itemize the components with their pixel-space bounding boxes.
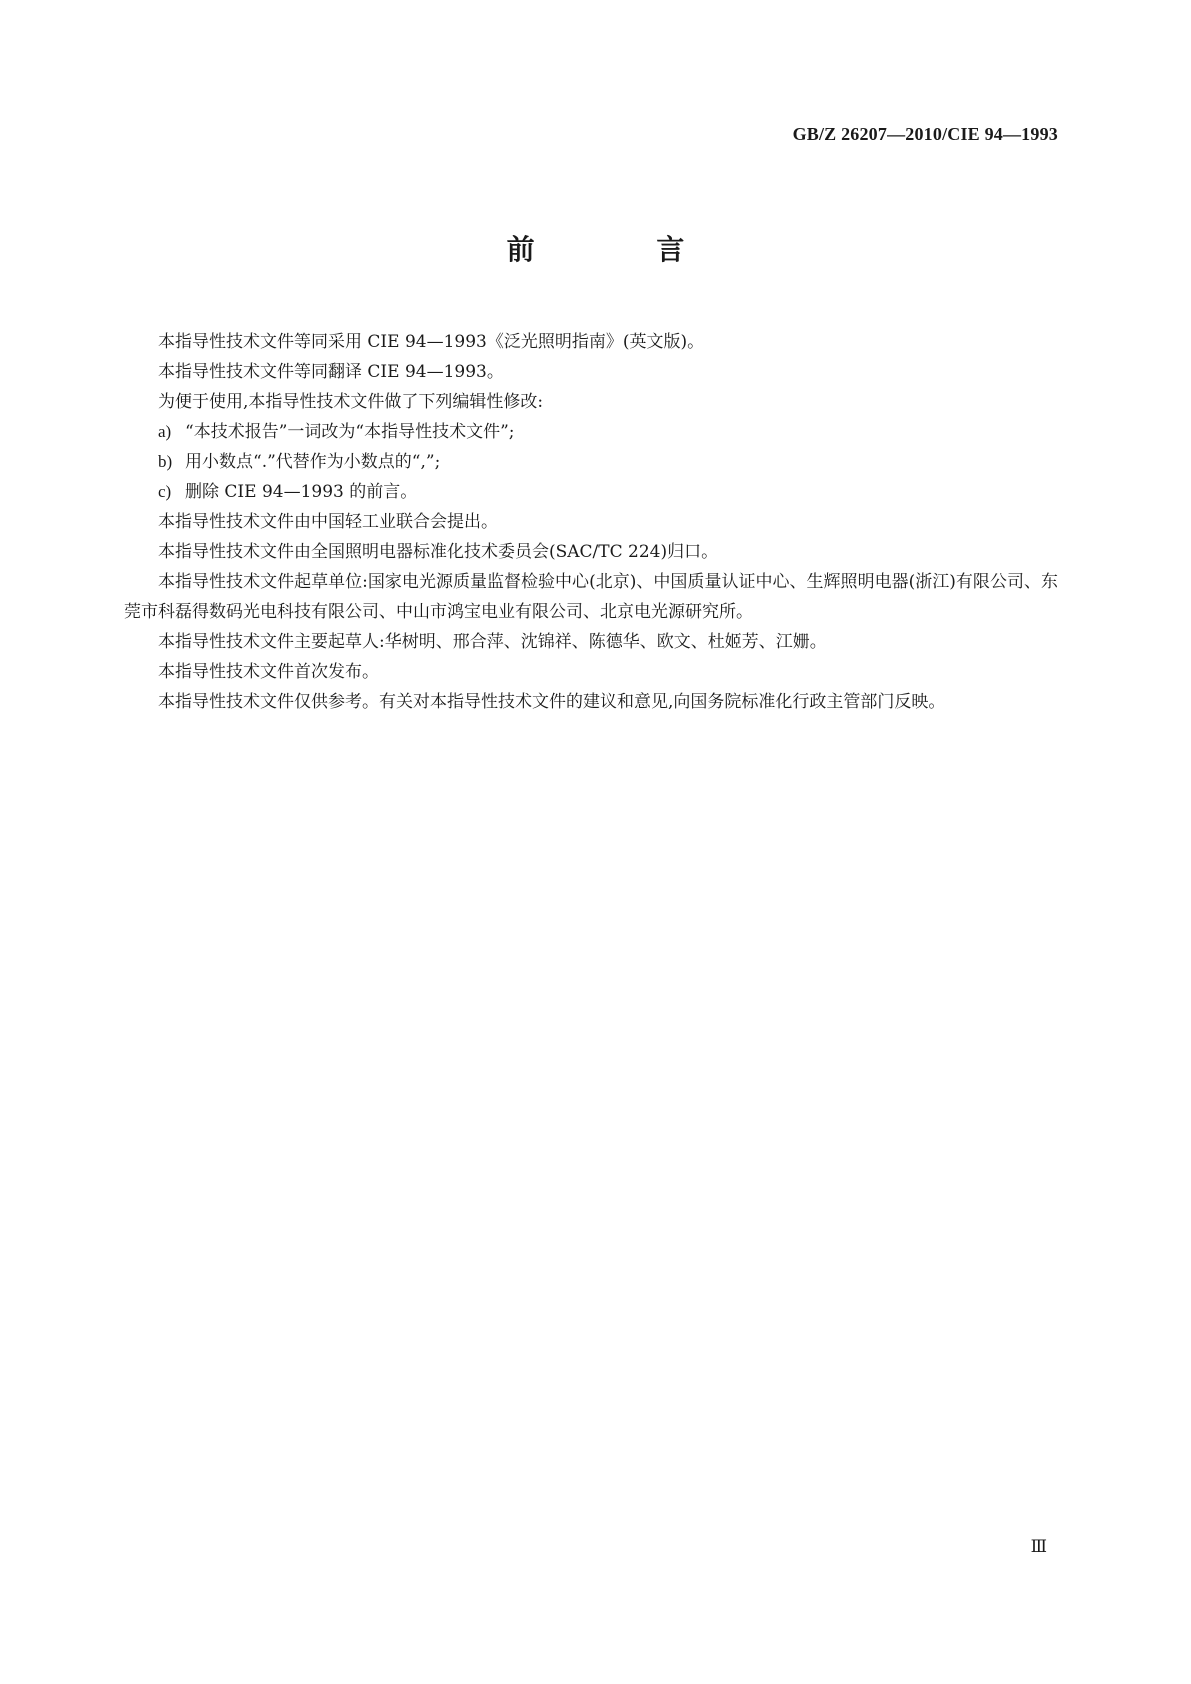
paragraph-first-release: 本指导性技术文件首次发布。	[158, 662, 379, 682]
list-item-edit-b	[124, 447, 1058, 477]
standard-code: GB/Z 26207—2010/CIE 94—1993	[792, 124, 1058, 144]
list-text: 用小数点“.”代替作为小数点的“,”;	[185, 452, 441, 472]
list-item-edit-c	[124, 477, 1058, 507]
list-marker: a)	[158, 422, 172, 441]
paragraph-drafting-units: 本指导性技术文件起草单位:国家电光源质量监督检验中心(北京)、中国质量认证中心、生辉照明电器(浙江)有限公司、东莞市科磊得数码光电科技有限公司、中山市鸿宝电业有限公司、北京电光源研究所。	[124, 572, 1058, 622]
list-marker: c)	[158, 482, 172, 501]
document-body	[124, 327, 1058, 717]
paragraph-edits-intro: 为便于使用,本指导性技术文件做了下列编辑性修改:	[158, 392, 544, 412]
list-item-edit-a	[124, 417, 1058, 447]
list-marker: b)	[158, 452, 173, 471]
paragraph-reference-note: 本指导性技术文件仅供参考。有关对本指导性技术文件的建议和意见,向国务院标准化行政主管部门反映。	[158, 692, 946, 712]
page-number: Ⅲ	[1030, 1537, 1047, 1556]
list-text: 删除 CIE 94—1993 的前言。	[185, 482, 418, 502]
page-title: 前 言	[506, 233, 741, 266]
paragraph-proposer: 本指导性技术文件由中国轻工业联合会提出。	[158, 512, 498, 532]
paragraph-drafters: 本指导性技术文件主要起草人:华树明、邢合萍、沈锦祥、陈德华、欧文、杜姬芳、江姗。	[158, 632, 827, 652]
list-text: “本技术报告”一词改为“本指导性技术文件”;	[185, 422, 515, 442]
paragraph-adoption: 本指导性技术文件等同采用 CIE 94—1993《泛光照明指南》(英文版)。	[158, 332, 705, 352]
paragraph-translation: 本指导性技术文件等同翻译 CIE 94—1993。	[158, 362, 504, 382]
paragraph-technical-committee: 本指导性技术文件由全国照明电器标准化技术委员会(SAC/TC 224)归口。	[158, 542, 719, 562]
